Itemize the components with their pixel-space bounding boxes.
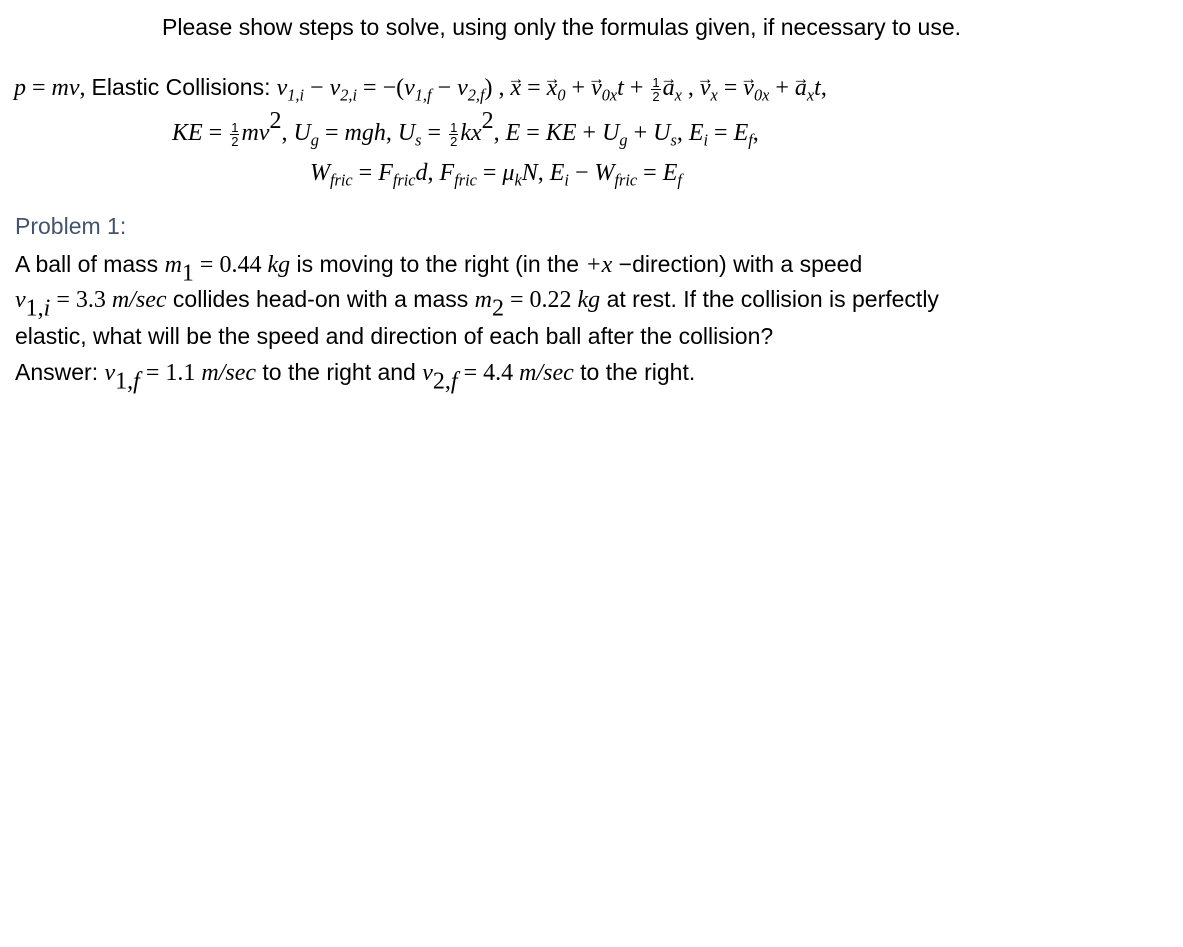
energy-conservation-formula: $E_i = E_f$,: [688, 120, 759, 150]
v1f-value: 1.1: [165, 360, 196, 386]
energy-with-friction-formula: $E_i - W_{fric} = E_f$: [549, 160, 682, 190]
m2-value: 0.22: [529, 287, 572, 313]
formula-line-1: p = mv, Elastic Collisions: $v_{1,i} - v_{2,i} = -(v_{1,f} - v_{2,f})$ , → x = → $x_0$ + → $v_{0x}t$ + $\frac{1}{2}$ → $a_x$ , → $v_x$ = → $v_{0x}$ + → $a_xt$,: [14, 72, 827, 103]
answer-label: Answer:: [15, 359, 105, 385]
problem-line-2: $v_{1,i} = 3.3$ m/sec collides head-on with a mass $m_2 = 0.22$ kg at rest. If the collision is perfectly: [15, 286, 939, 322]
friction-work-formula: $W_{fric} = F_{fric}d$,: [310, 160, 440, 190]
half-fraction: $\frac{1}{2}$: [652, 74, 660, 104]
velocity-formula: → $v_x$ = → $v_{0x}$ + → $a_xt$,: [700, 75, 827, 100]
problem-title: Problem 1:: [15, 213, 127, 239]
problem-line-1: A ball of mass $m_1 = 0.44$ kg is moving to the right (in the +x −direction) with a speed: [15, 251, 863, 287]
formula-line-2: [172, 108, 759, 150]
elastic-collision-formula: $v_{1,i}$: [276, 75, 305, 105]
total-energy-formula: E = KE + $U_g + U_s$,: [505, 120, 689, 150]
v1i-value: 3.3: [75, 287, 106, 313]
answer-line: Answer: $v_{1,f} = 1.1$ m/sec to the right and $v_{2,f} = 4.4$ m/sec to the right.: [15, 359, 696, 395]
instruction-text: Please show steps to solve, using only the formulas given, if necessary to use.: [162, 14, 962, 40]
position-formula: → x = → $x_0$ + → $v_{0x}t$ + $\frac{1}{2}$ → $a_x$ ,: [511, 75, 700, 100]
gravitational-pe-formula: $U_g$ = mgh,: [293, 120, 398, 150]
spring-pe-formula: $U_s$ = $\frac{1}{2}$ $kx^2$,: [397, 108, 506, 150]
kinetic-energy-formula: KE = $\frac{1}{2}$ $mv^2$,: [172, 108, 294, 149]
momentum-formula: p: [14, 75, 26, 101]
elastic-collisions-label: Elastic Collisions:: [91, 74, 271, 100]
friction-force-formula: $F_{fric} = \mu_kN$,: [439, 160, 550, 190]
m1-value: 0.44: [219, 252, 262, 278]
problem-line-3: elastic, what will be the speed and direction of each ball after the collision?: [15, 323, 774, 349]
formula-line-3: [310, 158, 682, 188]
v2f-value: 4.4: [483, 360, 514, 386]
